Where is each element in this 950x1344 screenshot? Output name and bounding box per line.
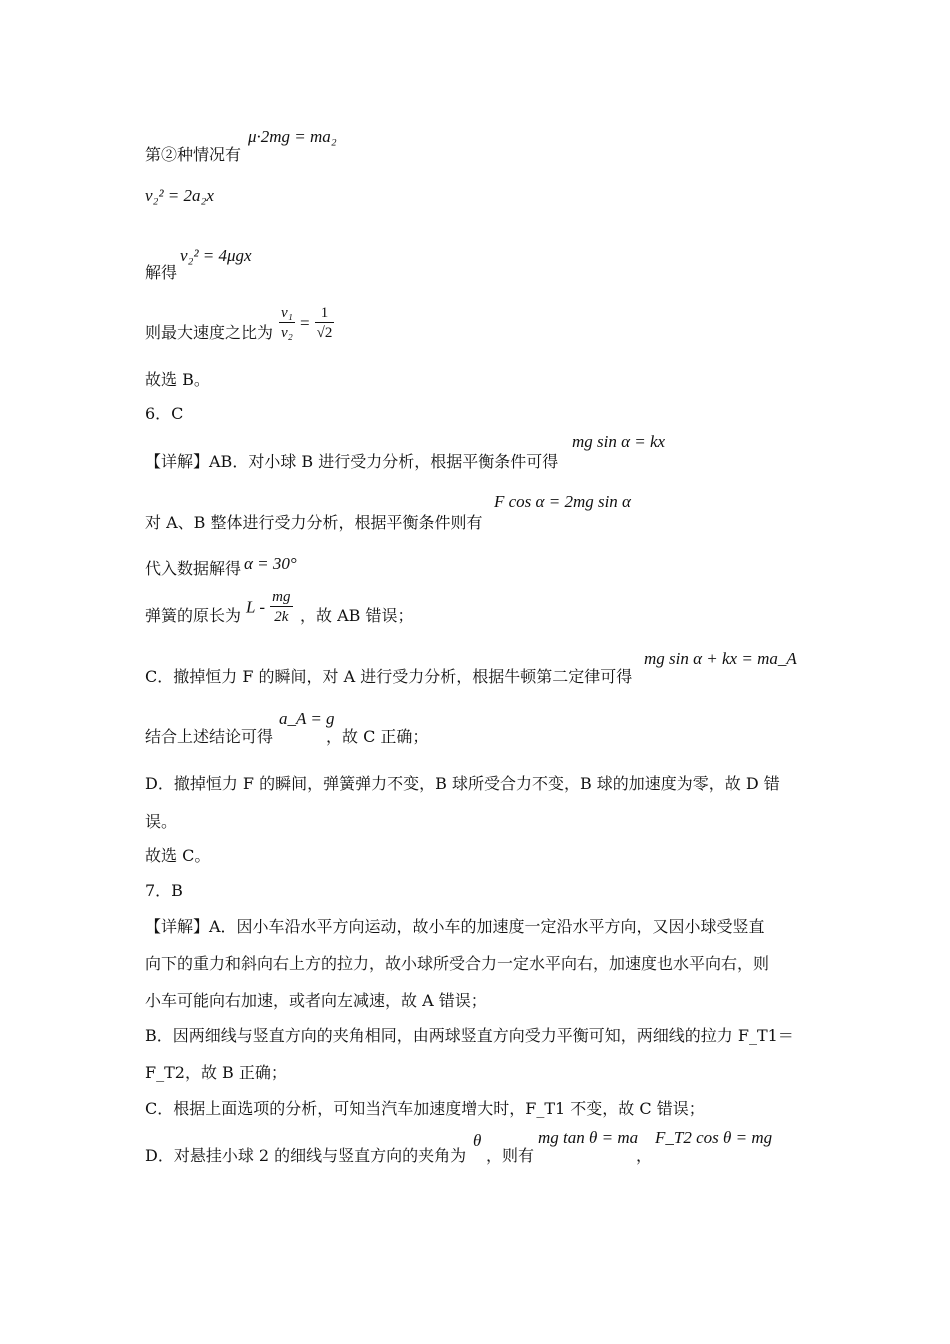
case2-equation: μ·2mg = ma₂ [248,127,337,146]
q6-choose: 故选 C。 [145,846,211,865]
q7-d-comma: ， [636,1146,653,1165]
q6-combine-equation: a_A = g [279,709,335,728]
q6-combine-suffix: ，故 C 正确； [326,727,429,746]
q7-b-line1: B．因两细线与竖直方向的夹角相同，由两球竖直方向受力平衡可知，两细线的拉力 F_T1＝ [145,1026,794,1045]
spring-num: mg [272,589,291,605]
case2-label: 第②种情况有 [145,145,242,164]
ratio-fraction-right [315,304,335,343]
q6-d-line1: D．撤掉恒力 F 的瞬间，弹簧弹力不变，B 球所受合力不变，B 球的加速度为零，故 D 错 [145,774,780,793]
q7-title: 7．B [145,881,183,900]
spring-fraction [270,588,292,627]
ratio-equation [279,304,334,343]
solve-equation: v₂² = 4μgx [180,246,252,265]
v2-squared-equation: v₂² = 2a₂x [145,186,214,205]
ratio-num-right: 1 [315,304,335,323]
q7-a-line2: 向下的重力和斜向右上方的拉力，故小球所受合力一定水平向右，加速度也水平向右，则 [145,954,770,973]
solve-label: 解得 [145,263,178,282]
q7-d-equation2: F_T2 cos θ = mg [655,1128,773,1147]
q6-c-text: C．撤掉恒力 F 的瞬间，对 A 进行受力分析，根据牛顿第二定律可得 [145,667,633,686]
ratio-fraction-left [279,304,295,343]
ratio-den-left: v₂ [281,325,293,341]
q7-d-text: D．对悬挂小球 2 的细线与竖直方向的夹角为 [145,1146,467,1165]
q7-a-line3: 小车可能向右加速，或者向左减速，故 A 错误； [145,991,487,1010]
q6-whole-text: 对 A、B 整体进行受力分析，根据平衡条件则有 [145,513,483,532]
q6-combine-text: 结合上述结论可得 [145,727,274,746]
q6-ab-text: 【详解】AB．对小球 B 进行受力分析，根据平衡条件可得 [145,452,559,471]
ratio-num-left: v₁ [281,305,293,321]
q6-title: 6．C [145,404,184,423]
q7-d-theta: θ [473,1131,482,1150]
q6-whole-equation: F cos α = 2mg sin α [494,492,631,511]
q6-ab-equation: mg sin α = kx [572,432,666,451]
q6-angle-equation: α = 30° [244,554,297,573]
q7-c-line: C．根据上面选项的分析，可知当汽车加速度增大时，F_T1 不变，故 C 错误； [145,1099,705,1118]
q6-spring-text: 弹簧的原长为 [145,606,242,625]
equals-sign: = [299,313,310,333]
choose-b: 故选 B。 [145,370,210,389]
q7-d-equation1: mg tan θ = ma [538,1128,639,1147]
q7-b-line2: F_T2，故 B 正确； [145,1063,287,1082]
q6-spring-suffix: ，故 AB 错误； [300,606,414,625]
q6-c-equation: mg sin α + kx = ma_A [644,649,797,668]
q6-spring-equation [246,588,293,627]
q6-angle-text: 代入数据解得 [145,559,242,578]
q6-d-line2: 误。 [145,812,178,831]
q7-d-mid: ，则有 [486,1146,535,1165]
q7-a-line1: 【详解】A．因小车沿水平方向运动，故小车的加速度一定沿水平方向，又因小球受竖直 [145,917,765,936]
ratio-den-right: √2 [316,325,333,341]
spring-den: 2k [274,609,289,625]
spring-length-term: L - [246,597,266,617]
ratio-label: 则最大速度之比为 [145,323,274,342]
